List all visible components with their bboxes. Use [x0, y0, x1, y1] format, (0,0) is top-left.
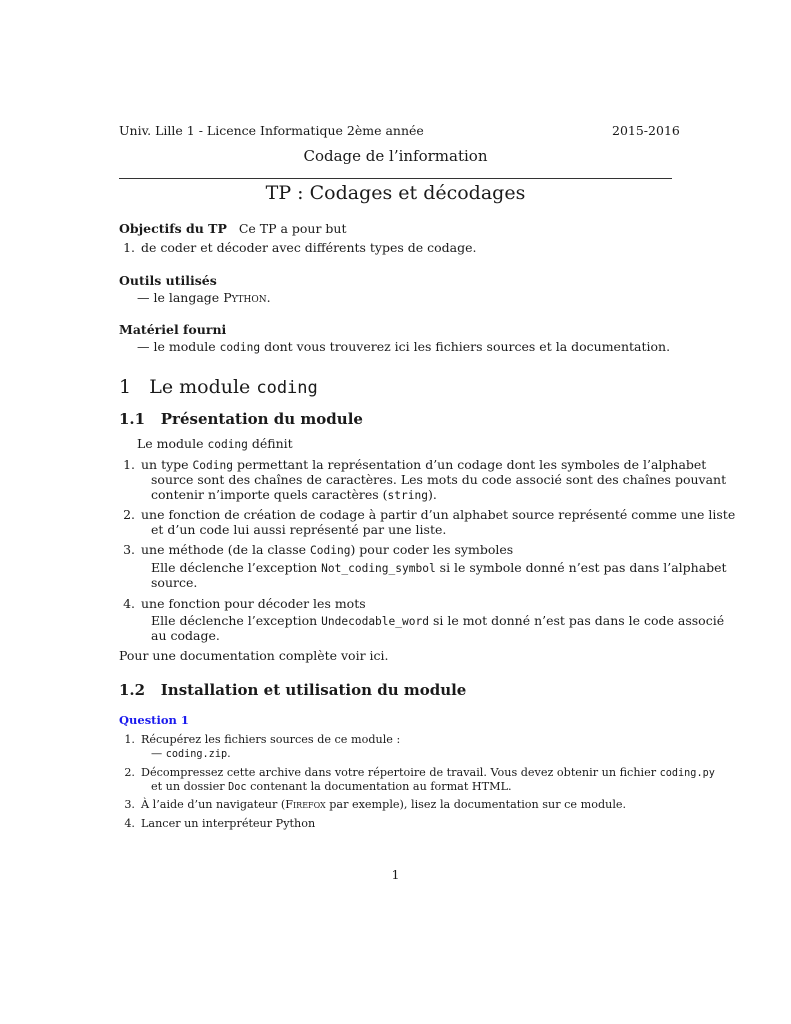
punct: .: [266, 290, 271, 305]
punct: .: [227, 747, 231, 760]
list-text: de coder et décoder avec différents types de codage.: [141, 240, 477, 255]
code-inline: coding: [256, 378, 318, 398]
section-1-1-outro: Pour une documentation complète voir ici.: [119, 648, 389, 663]
section-number: 1: [119, 376, 132, 398]
objectifs-intro: Ce TP a pour but: [238, 221, 347, 236]
section-title: Le module: [149, 376, 251, 398]
header-rule: [119, 178, 672, 179]
header-institution: Univ. Lille 1 - Licence Informatique 2ème année: [119, 123, 424, 138]
list-item-line: source.: [151, 575, 198, 590]
text: une fonction de création de codage à partir d’un alphabet source représenté comme une liste: [141, 507, 736, 522]
section-title: Présentation du module: [160, 410, 363, 428]
list-number: 3.: [124, 798, 135, 811]
code-inline: string: [387, 489, 428, 502]
text: si le symbole donné n’est pas dans l’alphabet: [439, 560, 727, 575]
list-item-line: [151, 612, 724, 630]
text: si le mot donné n’est pas dans le code associé: [432, 613, 725, 628]
code-inline: coding: [207, 438, 248, 451]
list-item-line: [151, 779, 512, 795]
text: et un dossier: [151, 780, 225, 793]
question-label: Question 1: [119, 713, 189, 727]
objectifs-block: [119, 220, 347, 237]
dash: —: [137, 339, 150, 354]
code-inline: Coding: [310, 544, 351, 557]
objectifs-label: Objectifs du TP: [119, 221, 227, 236]
list-item-line: et d’un code lui aussi représenté par une liste.: [151, 522, 447, 537]
text: contenant la documentation au format HTML.: [250, 780, 512, 793]
dash: —: [151, 747, 163, 760]
materiel-text: le module: [153, 339, 216, 354]
code-inline: coding.py: [659, 768, 715, 779]
page-title: TP : Codages et décodages: [265, 182, 526, 204]
list-item: [119, 595, 366, 612]
text: Le module: [137, 436, 204, 451]
text: Lancer un interpréteur Python: [141, 817, 316, 830]
code-inline: Doc: [228, 782, 247, 793]
section-number: 1.1: [119, 410, 146, 428]
text: Elle déclenche l’exception: [151, 613, 318, 628]
section-1-1-heading: [119, 409, 363, 429]
list-item-line: source sont des chaînes de caractères. Les mots du code associé sont des chaînes pouvant: [151, 472, 727, 487]
outils-label: Outils utilisés: [119, 273, 217, 288]
list-item: [119, 732, 400, 747]
outils-text: le langage: [153, 290, 220, 305]
list-number: 1.: [123, 240, 135, 255]
materiel-text: dont vous trouverez ici les fichiers sources et la documentation.: [264, 339, 671, 354]
code-inline: Coding: [192, 459, 233, 472]
section-1-2-heading: [119, 680, 466, 700]
list-item: [119, 239, 477, 256]
python-name: Python: [223, 290, 267, 305]
section-number: 1.2: [119, 681, 146, 699]
list-item-line: [151, 559, 727, 577]
list-number: 1.: [123, 457, 135, 472]
text: Décompressez cette archive dans votre répertoire de travail. Vous devez obtenir un fichier: [141, 766, 657, 779]
materiel-item: [137, 338, 670, 356]
list-number: 1.: [124, 733, 135, 746]
text: un type: [141, 457, 189, 472]
code-inline: coding.zip: [165, 749, 228, 760]
list-item-line: [151, 746, 231, 762]
text: définit: [251, 436, 293, 451]
text: Elle déclenche l’exception: [151, 560, 318, 575]
header-year: 2015-2016: [612, 123, 680, 138]
list-number: 4.: [123, 596, 135, 611]
section-1-heading: [119, 374, 318, 401]
list-number: 3.: [123, 542, 135, 557]
page-number: 1: [391, 867, 400, 882]
text: Récupérez les fichiers sources de ce module :: [141, 733, 401, 746]
course-title: Codage de l’information: [303, 147, 488, 165]
section-1-1-intro: [137, 435, 293, 453]
text: À l’aide d’un navigateur (: [141, 798, 286, 811]
code-inline: Not_coding_symbol: [321, 562, 436, 575]
text: par exemple), lisez la documentation sur ce module.: [329, 798, 627, 811]
text: contenir n’importe quels caractères (: [151, 487, 388, 502]
code-inline: coding: [219, 341, 261, 354]
text: ) pour coder les symboles: [350, 542, 514, 557]
list-item-line: au codage.: [151, 628, 220, 643]
text: une fonction pour décoder les mots: [141, 596, 366, 611]
list-item: [119, 541, 513, 559]
list-number: 2.: [123, 507, 135, 522]
text: ).: [427, 487, 437, 502]
list-item-line: [151, 486, 437, 504]
dash: —: [137, 290, 150, 305]
list-item: [119, 816, 315, 831]
outils-item: [137, 289, 271, 306]
code-inline: Undecodable_word: [321, 615, 429, 628]
list-number: 2.: [124, 766, 135, 779]
list-item: [119, 797, 626, 812]
list-number: 4.: [124, 817, 135, 830]
text: permettant la représentation d’un codage dont les symboles de l’alphabet: [236, 457, 707, 472]
firefox-name: Firefox: [285, 798, 326, 811]
materiel-label: Matériel fourni: [119, 322, 227, 337]
text: une méthode (de la classe: [141, 542, 307, 557]
section-title: Installation et utilisation du module: [160, 681, 467, 699]
